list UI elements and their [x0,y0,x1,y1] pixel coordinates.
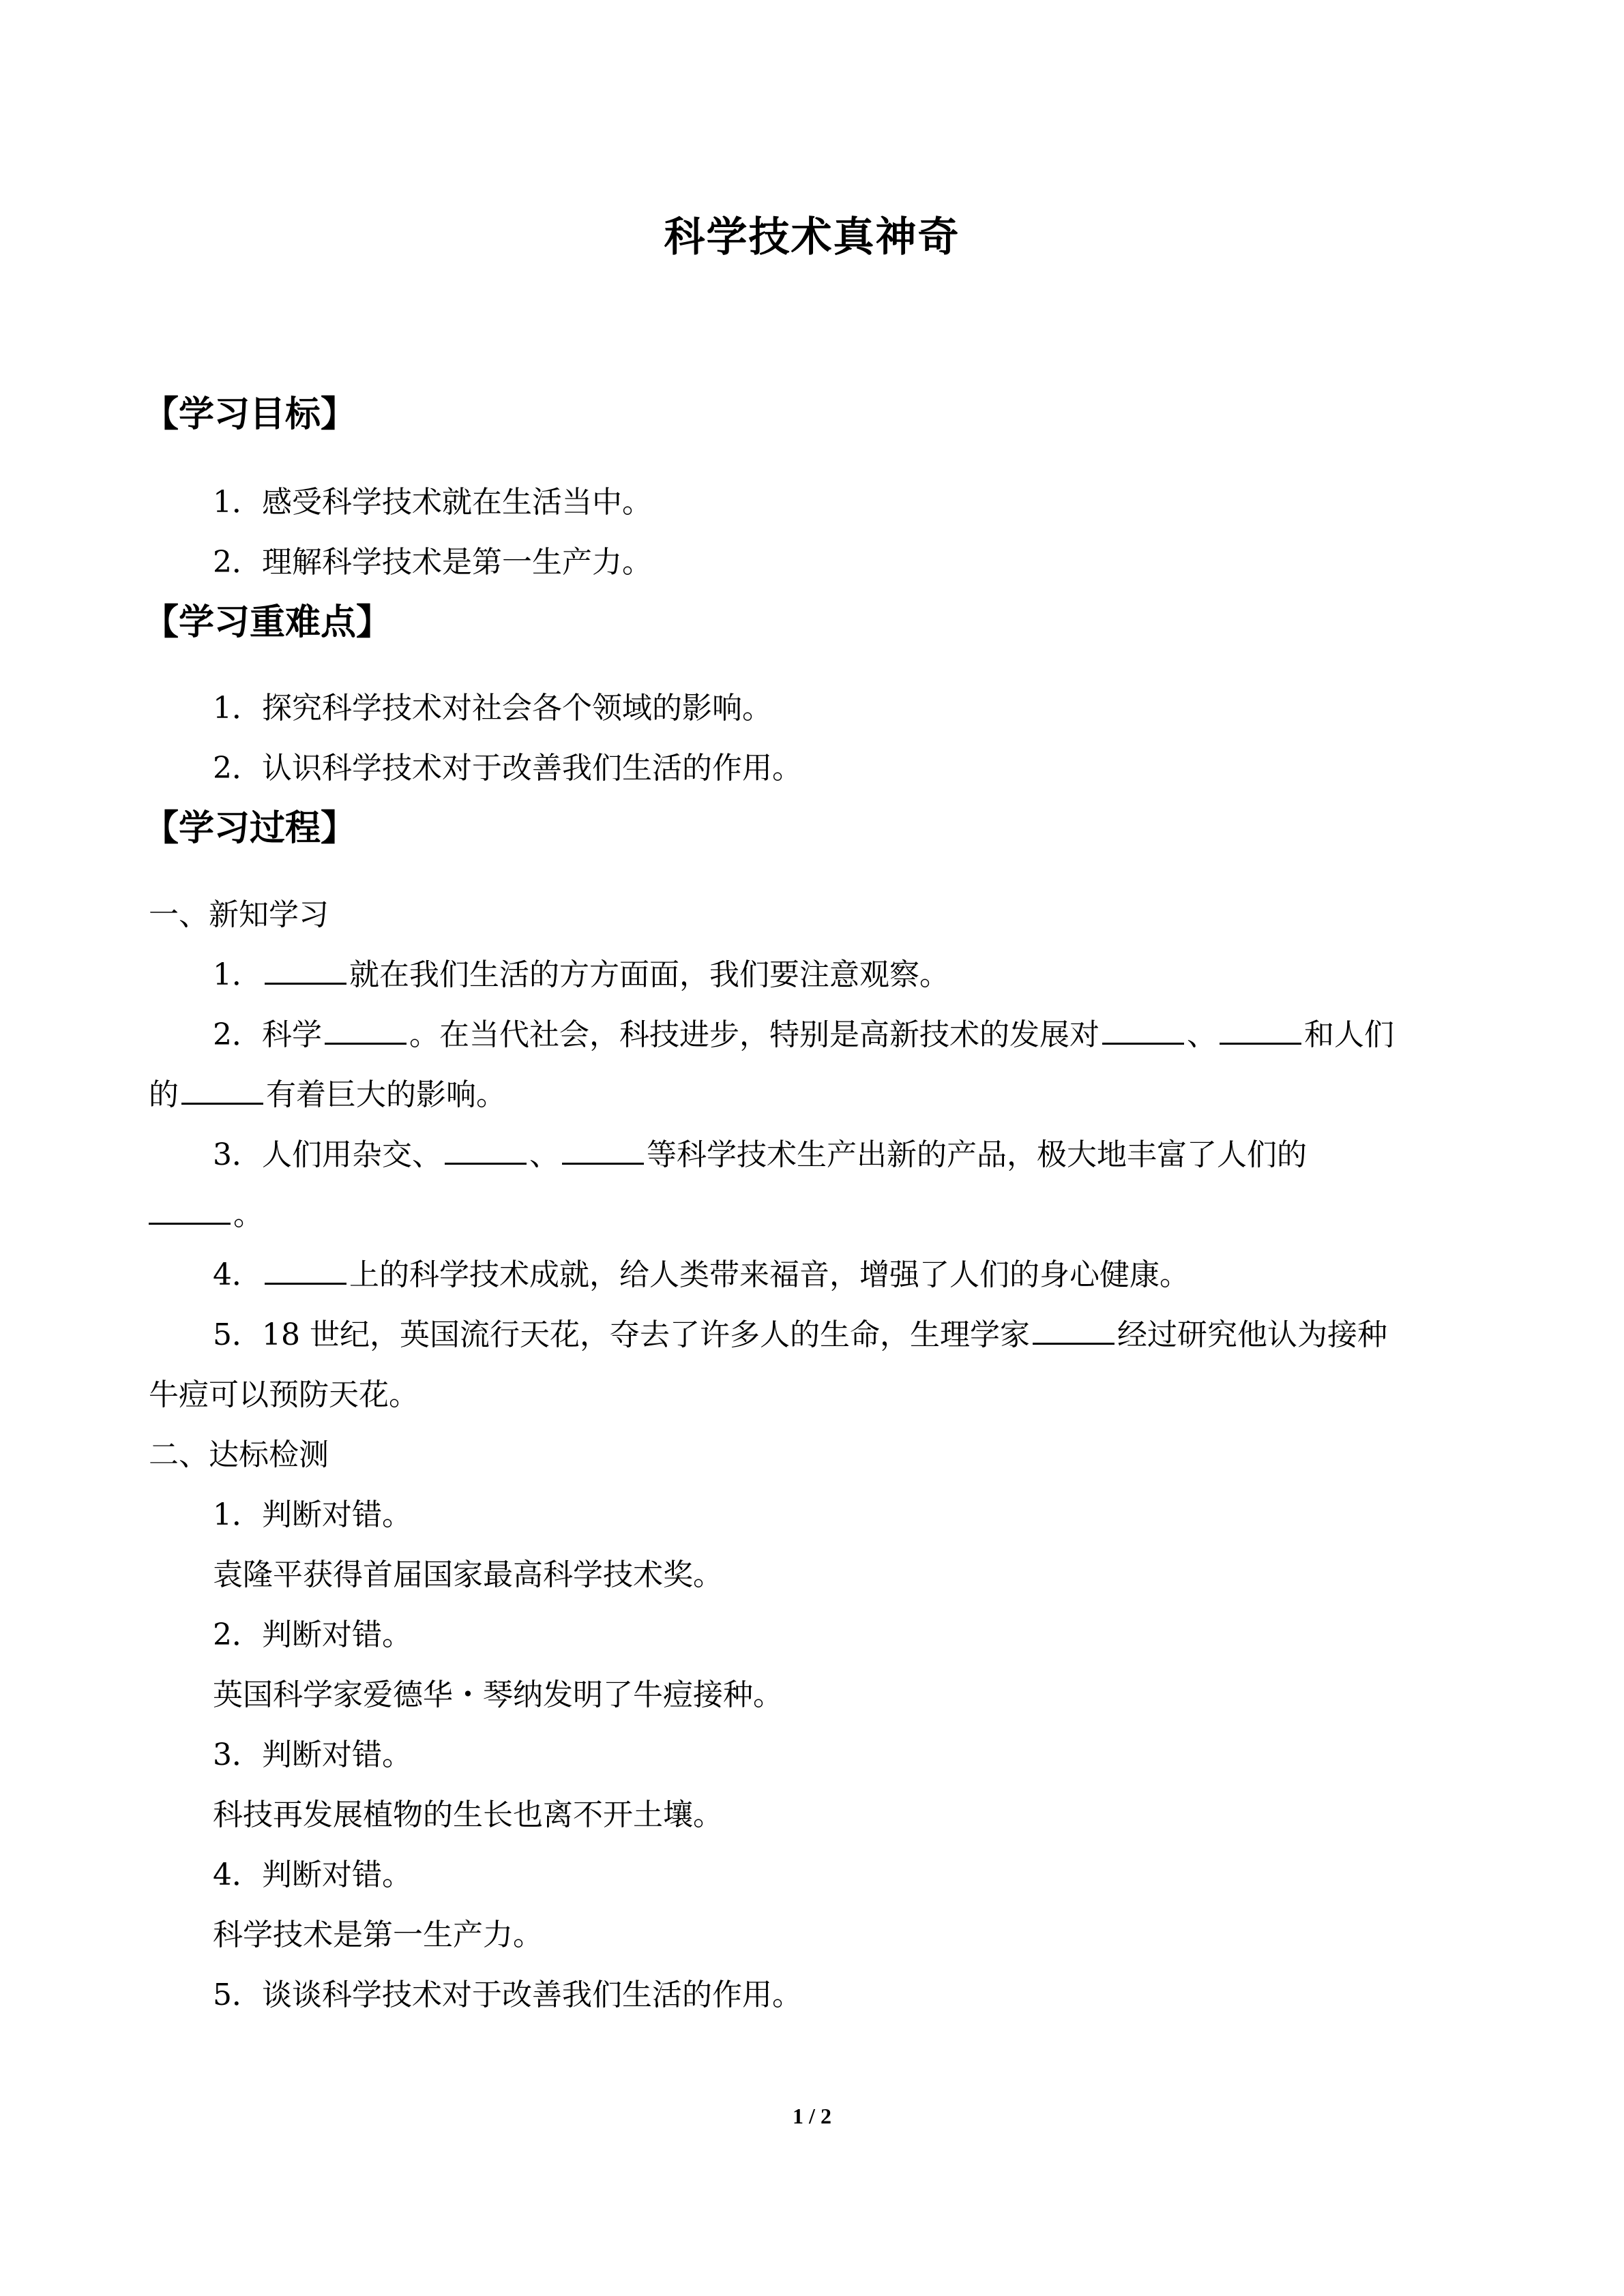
question-2-continued [149,1070,506,1114]
q3-text-b: 、 [529,1137,559,1172]
heading-goals: 【学习目标】 [143,394,357,435]
check-question-2: 2．判断对错。 [213,1617,412,1652]
q2-text-a: 2．科学 [213,1017,322,1052]
check-statement-1: 袁隆平获得首届国家最高科学技术奖。 [213,1557,723,1592]
document-title: 科学技术真神奇 [664,213,960,261]
fill-blank[interactable] [1102,1018,1184,1045]
q3-text-a: 3．人们用杂交、 [213,1137,442,1172]
part2-title: 二、达标检测 [149,1437,329,1472]
q3-text-c: 等科学技术生产出新的产品，极大地丰富了人们的 [647,1137,1307,1172]
check-question-3: 3．判断对错。 [213,1738,412,1772]
fill-blank[interactable] [265,958,346,985]
fill-blank[interactable] [181,1078,263,1105]
q2-text-f: 有着巨大的影响。 [266,1077,506,1112]
fill-blank[interactable] [445,1138,527,1165]
check-statement-3: 科技再发展植物的生长也离不开土壤。 [213,1798,723,1832]
question-4 [213,1250,1190,1294]
keypoint-item-2: 2．认识科学技术对于改善我们生活的作用。 [213,751,802,786]
check-question-4: 4．判断对错。 [213,1858,412,1892]
check-question-1: 1．判断对错。 [213,1497,412,1532]
part1-title: 一、新知学习 [149,897,329,932]
q1-text-a: 1． [213,957,262,992]
heading-keypoints: 【学习重难点】 [143,602,392,643]
fill-blank[interactable] [562,1138,644,1165]
keypoint-item-1: 1．探究科学技术对社会各个领域的影响。 [213,691,772,726]
question-1 [213,950,949,994]
question-3 [213,1130,1307,1174]
q1-text-b: 就在我们生活的方方面面，我们要注意观察。 [349,957,949,992]
check-statement-4: 科学技术是第一生产力。 [213,1918,543,1952]
check-question-5: 5．谈谈科学技术对于改善我们生活的作用。 [213,1978,802,2012]
q2-text-e: 的 [149,1077,179,1112]
question-5-continued: 牛痘可以预防天花。 [149,1377,419,1412]
fill-blank[interactable] [325,1018,407,1045]
heading-process: 【学习过程】 [143,808,357,849]
fill-blank[interactable] [149,1198,231,1225]
q2-text-b: 。在当代社会，科技进步，特别是高新技术的发展对 [409,1017,1099,1052]
q4-text-b: 上的科学技术成就，给人类带来福音，增强了人们的身心健康。 [349,1257,1190,1292]
q2-text-d: 和人们 [1304,1017,1394,1052]
goal-item-2: 2．理解科学技术是第一生产力。 [213,545,652,580]
page-number: 1 / 2 [793,2104,831,2128]
q5-text-b: 经过研究他认为接种 [1117,1317,1387,1352]
q5-text-a: 5．18 世纪，英国流行天花，夺去了许多人的生命，生理学家 [213,1317,1030,1352]
question-5 [213,1310,1387,1354]
q2-text-c: 、 [1187,1017,1217,1052]
question-3-continued [149,1190,263,1234]
question-2 [213,1010,1394,1054]
q4-text-a: 4． [213,1257,262,1292]
fill-blank[interactable] [1220,1018,1301,1045]
check-statement-2: 英国科学家爱德华・琴纳发明了牛痘接种。 [213,1678,783,1712]
q3-text-d: 。 [233,1197,263,1232]
fill-blank[interactable] [265,1258,346,1285]
goal-item-1: 1．感受科学技术就在生活当中。 [213,485,652,520]
fill-blank[interactable] [1033,1318,1114,1345]
